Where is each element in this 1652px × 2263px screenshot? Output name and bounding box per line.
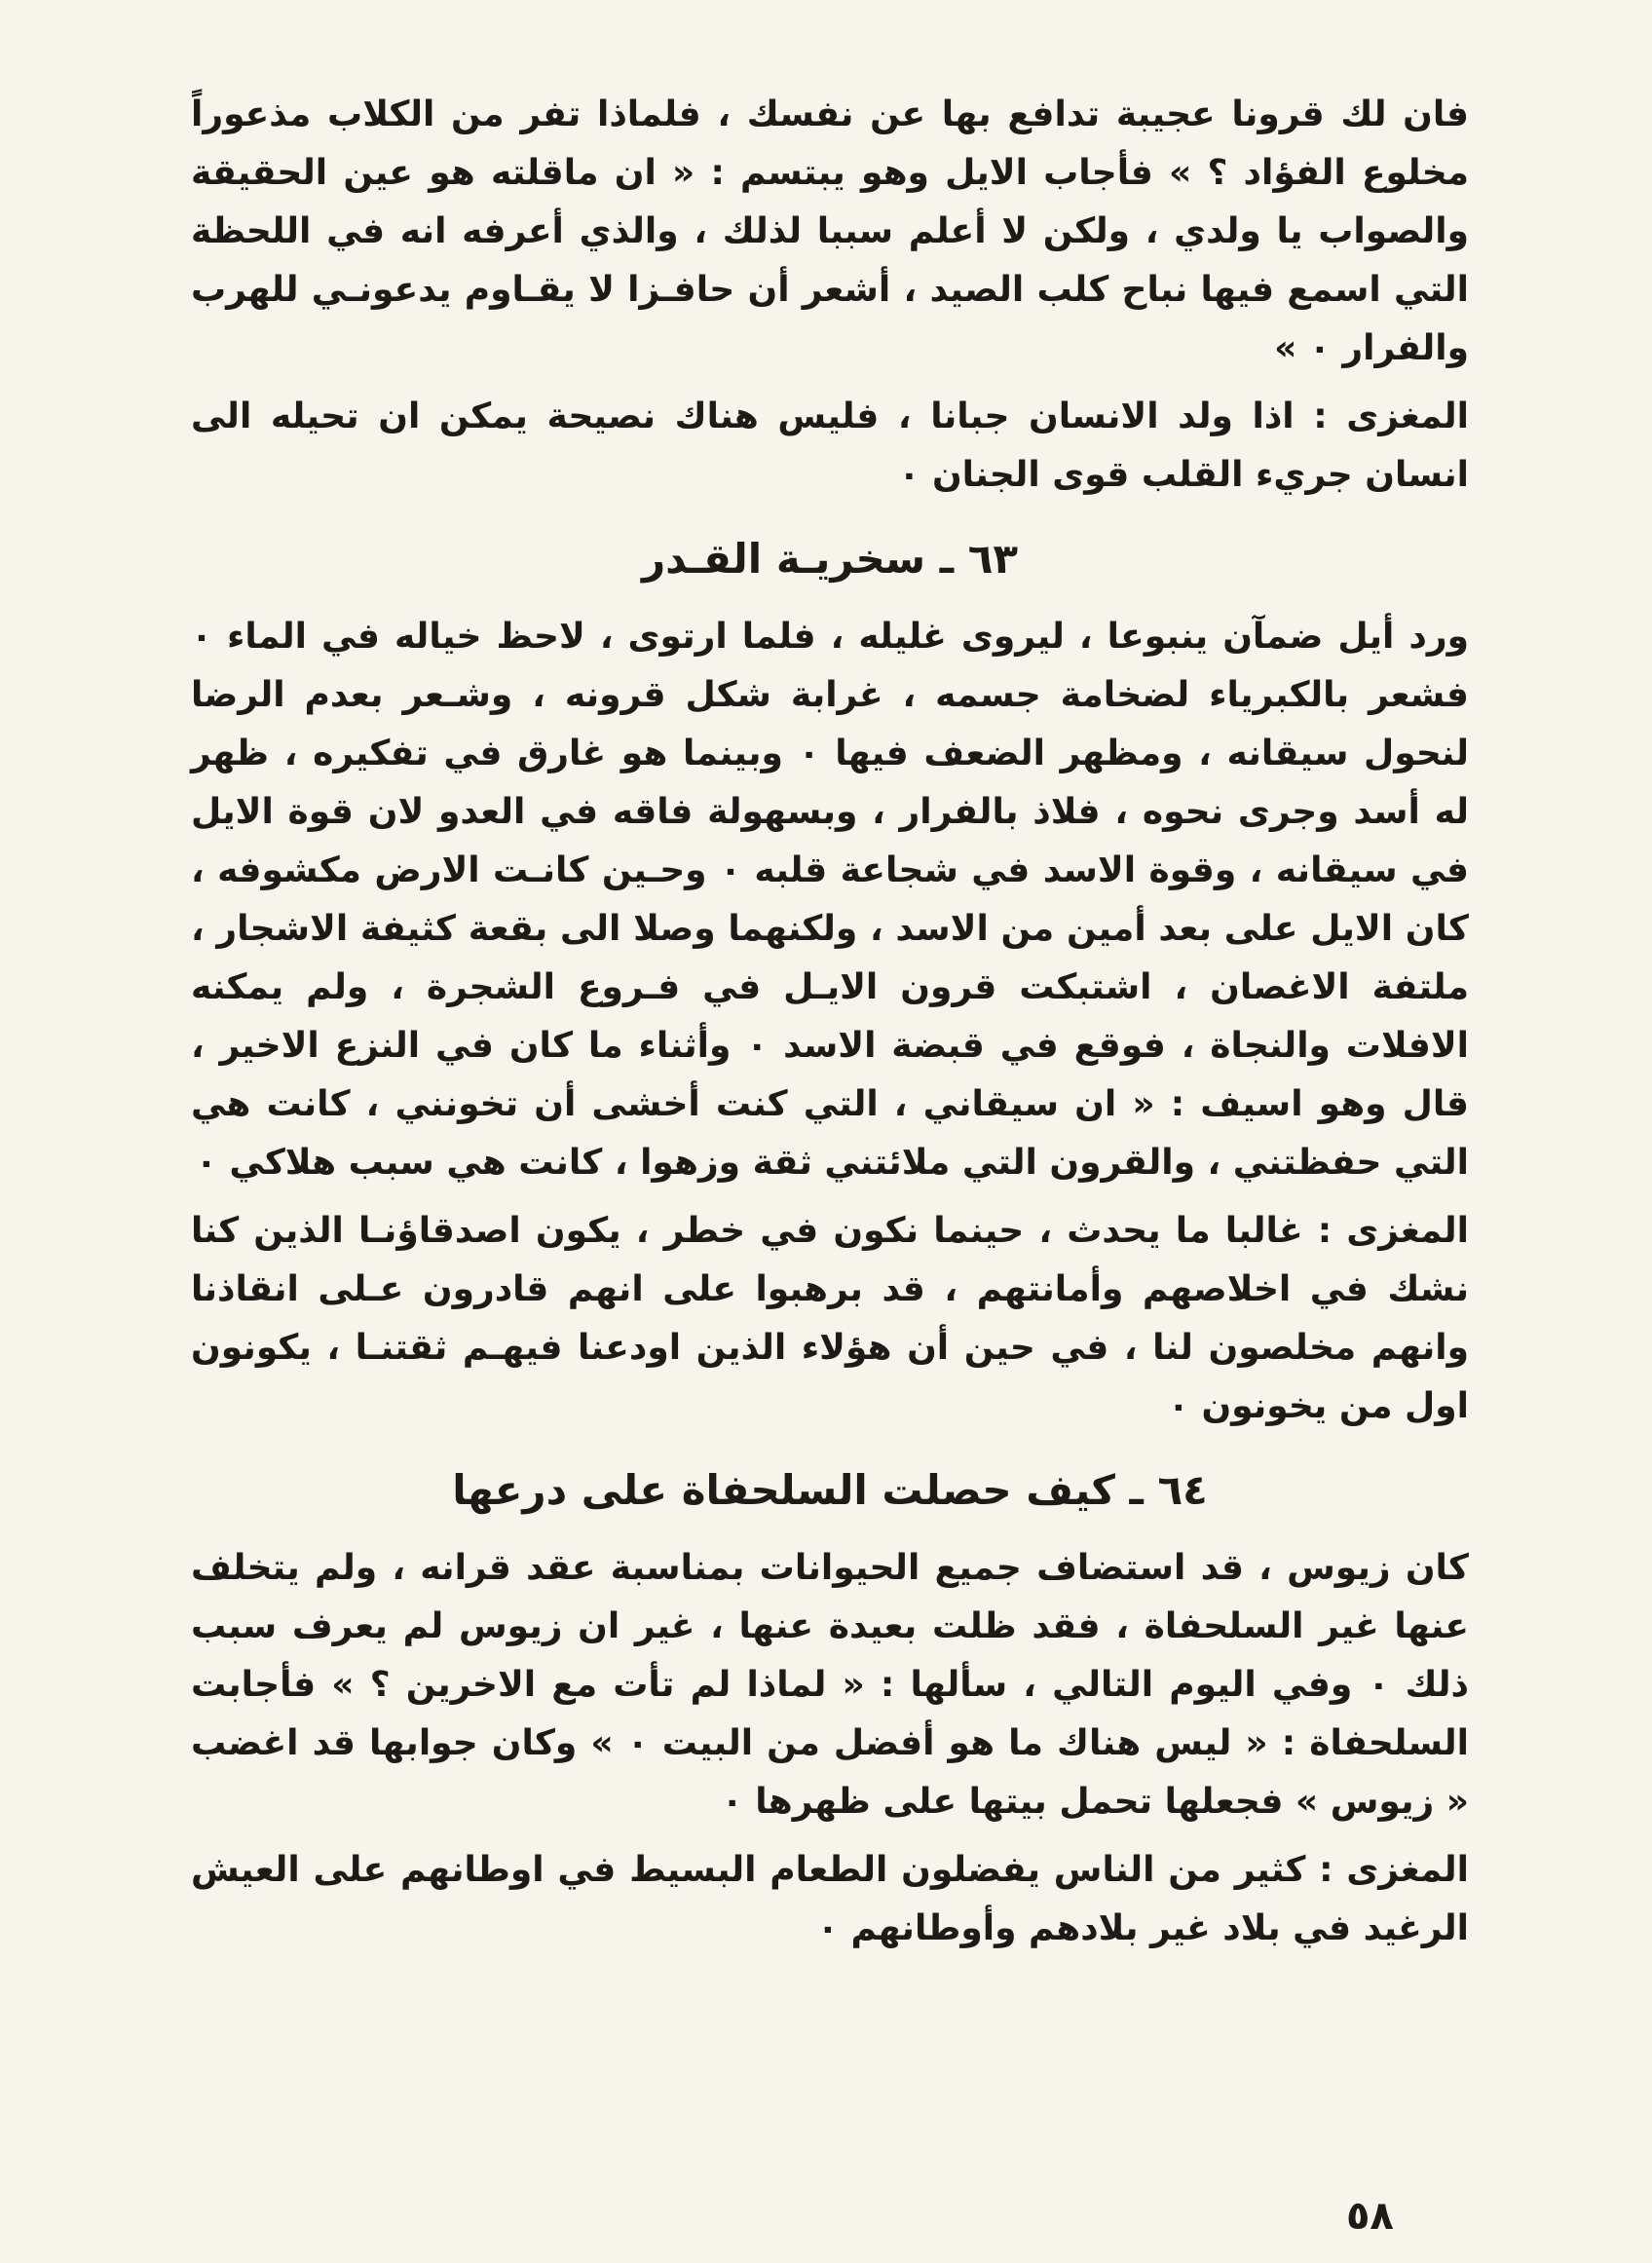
section-heading-64: ٦٤ ـ كيف حصلت السلحفاة على درعها xyxy=(452,1466,1208,1514)
section-heading-63: ٦٣ ـ سخريـة القـدر xyxy=(642,535,1018,583)
paragraph-story: كان زيوس ، قد استضاف جميع الحيوانات بمناسبة عقد قرانه ، ولم يتخلف عنها غير السلحفاة ، فقد ظلت بعيدة عنها ، غير ان زيوس لم يعرف سبب ذلك ٠ وفي اليوم التالي ، سألها : « لماذا لم تأت مع الاخرين ؟ » فأجابت السلحفاة : « ليس هناك ما هو أفضل من البيت ٠ » وكان جوابها قد اغضب « زيوس » فجعلها تحمل بيتها على ظهرها ٠ xyxy=(191,1548,1470,1822)
paragraph-story-end: فان لك قرونا عجيبة تدافع بها عن نفسك ، فلماذا تفر من الكلاب مذعوراً مخلوع الفؤاد ؟ » فأجاب الايل وهو يبتسم : « ان ماقلته هو عين الحقيقة والصواب يا ولدي ، ولكن لا أعلم سببا لذلك ، والذي أعرفه انه في اللحظة التي اسمع فيها نباح كلب الصيد ، أشعر أن حافـزا لا يقـاوم يدعونـي للهرب والفرار ٠ » xyxy=(191,94,1469,368)
paragraph-moral: المغزى : اذا ولد الانسان جبانا ، فليس هناك نصيحة يمكن ان تحيله الى انسان جريء القلب قوى الجنان ٠ xyxy=(191,396,1469,495)
paragraph-story: ورد أيل ضمآن ينبوعا ، ليروى غليله ، فلما ارتوى ، لاحظ خياله في الماء ٠ فشعر بالكبرياء لضخامة جسمه ، غرابة شكل قرونه ، وشـعر بعدم الرضا لنحول سيقانه ، ومظهر الضعف فيها ٠ وبينما هو غارق في تفكيره ، ظهر له أسد وجرى نحوه ، فلاذ بالفرار ، وبسهولة فاقه في العدو لان قوة الايل في سيقانه ، وقوة الاسد في شجاعة قلبه ٠ وحـين كانـت الارض مكشوفه ، كان الايل على بعد أمين من الاسد ، ولكنهما وصلا الى بقعة كثيفة الاشجار ، ملتفة الاغصان ، اشتبكت قرون الايـل في فـروع الشجرة ، ولم يمكنه الافلات والنجاة ، فوقع في قبضة الاسد ٠ وأثناء ما كان في النزع الاخير ، قال وهو اسيف : « ان سيقاني ، التي كنت أخشى أن تخونني ، كانت هي التي حفظتني ، والقرون التي ملائتني ثقة وزهوا ، كانت هي سبب هلاكي ٠ xyxy=(191,617,1470,1183)
paragraph-moral: المغزى : كثير من الناس يفضلون الطعام البسيط في اوطانهم على العيش الرغيد في بلاد غير بلادهم وأوطانهم ٠ xyxy=(191,1850,1469,1948)
page-number: ٥٨ xyxy=(1346,2194,1394,2239)
paragraph-moral: المغزى : غالبا ما يحدث ، حينما نكون في خطر ، يكون اصدقاؤنـا الذين كنا نشك في اخلاصهم وأمانتهم ، قد برهبوا على انهم قادرون عـلى انقاذنا وانهم مخلصون لنا ، في حين أن هؤلاء الذين اودعنا فيهـم ثقتنـا ، يكونون اول من يخونون ٠ xyxy=(191,1211,1469,1426)
